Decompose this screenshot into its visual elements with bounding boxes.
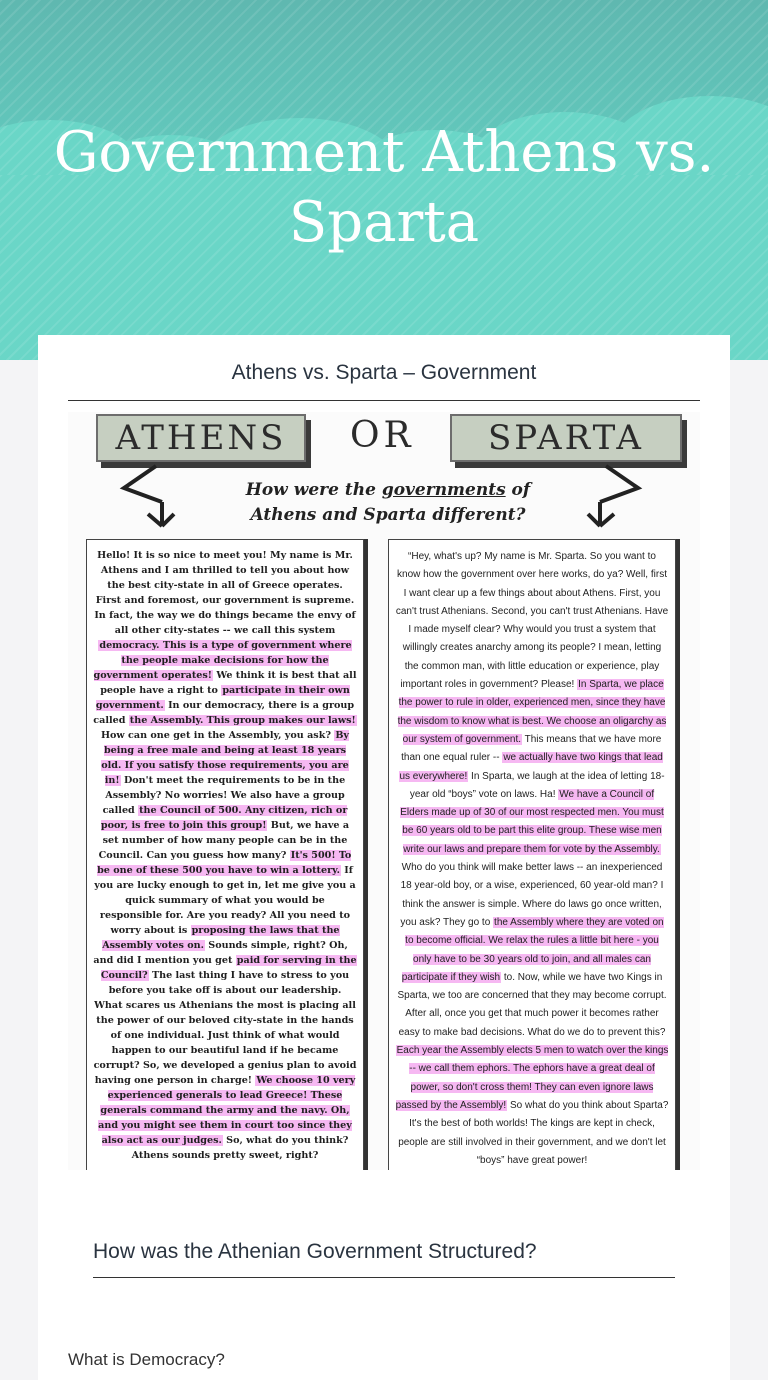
sparta-paragraph [389, 540, 675, 1170]
athens-text-segment: If you are lucky enough to get in, let me give you a quick summary of what you would be responsible for. Are you ready? All you need to worry about is [94, 865, 356, 936]
comparison-worksheet-image [68, 412, 700, 1170]
athens-text-segment: Hello! It is so nice to meet you! My name is Mr. Athens and I am thrilled to tell you about how the best city-state in all of Greece operates. First and foremost, our government is supreme. In fact, the way we do things became the envy of all other city-states -- we call this system [94, 550, 356, 636]
athens-paragraph [87, 540, 363, 1163]
athens-highlight: democracy. This is a type of government where the people make decisions for how the government operates! [93, 640, 352, 681]
sparta-text-column [388, 539, 676, 1170]
sparta-text-segment: So what do you think about Sparta? It's the best of both worlds! The kings are kept in check, people are still involved in their government, and we don't let “boys” have great power! [398, 1099, 669, 1166]
sparta-text-segment: to. Now, while we have two Kings in Sparta, we too are concerned that they may become corrupt. After all, once you get that much power it becomes rather easy to make bad decisions. What do we do to prevent this? [397, 971, 667, 1038]
worksheet-question [198, 478, 578, 528]
left-arrow-icon [118, 462, 178, 532]
athens-label: ATHENS [115, 418, 287, 458]
athens-text-segment: Sounds simple, right? Oh, and did I mention you get [93, 940, 348, 966]
sparta-text-segment: Who do you think will make better laws -- an inexperienced 18 year-old boy, or a wise, experienced, 60 year-old man? I think the answer is simple. Where do laws go once written, you ask? They go to [400, 862, 664, 928]
athens-text-segment: Don't meet the requirements to be in the Assembly? No worries! We also have a group called [102, 775, 346, 816]
athens-text-segment: In our democracy, there is a group called [93, 700, 355, 726]
or-label: OR [350, 415, 415, 456]
question-text-line2: Athens and Sparta different? [250, 505, 526, 525]
sparta-label: SPARTA [488, 418, 644, 458]
header-banner [0, 0, 768, 360]
sparta-label-box [450, 414, 682, 462]
athens-highlight: the Assembly. This group makes our laws! [129, 715, 356, 726]
sparta-highlight: We have a Council of Elders made up of 30 of our most respected men. You must be 60 years old to be part this elite group. These wise men write our laws and prepare them for vote by the Assembly. [400, 788, 664, 855]
question-prompt: What is Democracy? [68, 1350, 225, 1369]
athens-highlight: the Council of 500. Any citizen, rich or poor, is free to join this group! [100, 805, 348, 831]
page-title: Government Athens vs. Sparta [53, 120, 715, 255]
sparta-highlight: Each year the Assembly elects 5 men to watch over the kings -- we call them ephors. The ephors have a great deal of power, so don't cross them! They can even ignore laws passed by the Assembly! [395, 1045, 669, 1111]
athens-text-segment: How can one get in the Assembly, you ask? [100, 730, 335, 741]
athens-highlight: We choose 10 very experienced generals to lead Greece! These generals command the army and the navy. Oh, and you might see them in court too since they also act as our judges. [98, 1075, 356, 1146]
athens-text-column [86, 539, 364, 1170]
question-text-part: of [505, 480, 531, 500]
athens-text-segment: So, what do you think? Athens sounds pretty sweet, right? [131, 1135, 349, 1161]
athens-highlight: It's 500! To be one of these 500 you have to win a lottery. [97, 850, 352, 876]
content-card [38, 335, 730, 1380]
section-divider [68, 400, 700, 401]
athens-text-segment: We think it is best that all people have a right to [100, 670, 357, 696]
question-text-underlined: governments [381, 480, 506, 500]
section-title: Athens vs. Sparta – Government [231, 361, 537, 384]
athens-highlight: By being a free male and being at least 18 years old. If you satisfy those requirements, you are in! [101, 730, 350, 786]
right-arrow-icon [584, 462, 644, 532]
athens-label-box [96, 414, 306, 462]
athens-highlight: paid for serving in the Council? [100, 955, 357, 981]
subsection-title: How was the Athenian Government Structured? [93, 1240, 537, 1263]
sparta-text-segment: “Hey, what's up? My name is Mr. Sparta. So you want to know how the government over here works, do ya? Well, first I want clear up a few things about about Athens. First, you can't trust Athenians. Second, you can't trust Athenians. Have I made myself clear? Why would you trust a system that willingly creates anarchy among its people? I mean, letting the common man, with little education or experience, play important roles in government? Please! [395, 551, 669, 691]
athens-highlight: participate in their own government. [95, 685, 350, 711]
athens-text-segment: The last thing I have to stress to you before you take off is about our leadership. What scares us Athenians the most is placing all the power of our beloved city-state in the hands of one individual. Just think of what would happen to our beautiful land if he became corrupt? So, we developed a genius plan to avoid having one person in charge! [93, 970, 357, 1086]
sparta-highlight: the Assembly where they are voted on to become official. We relax the rules a little bit here - you only have to be 30 years old to join, and all males can participate if they wish [401, 916, 664, 983]
sparta-highlight: In Sparta, we place the power to rule in older, experienced men, since they have the wisdom to know what is best. We choose an oligarchy as our system of government. [397, 679, 667, 745]
athens-text-segment: But, we have a set number of how many people can be in the Council. Can you guess how many? [98, 820, 350, 861]
sparta-text-segment: This means that we have more than one equal ruler -- [401, 733, 662, 764]
sparta-highlight: we actually have two kings that lead us everywhere! [399, 752, 663, 782]
subsection-divider [93, 1277, 675, 1278]
sparta-text-segment: In Sparta, we laugh at the idea of letting 18-year old “boys” vote on laws. Ha! [409, 770, 665, 800]
question-text-part: How were the [245, 480, 382, 500]
athens-highlight: proposing the laws that the Assembly votes on. [102, 925, 340, 951]
